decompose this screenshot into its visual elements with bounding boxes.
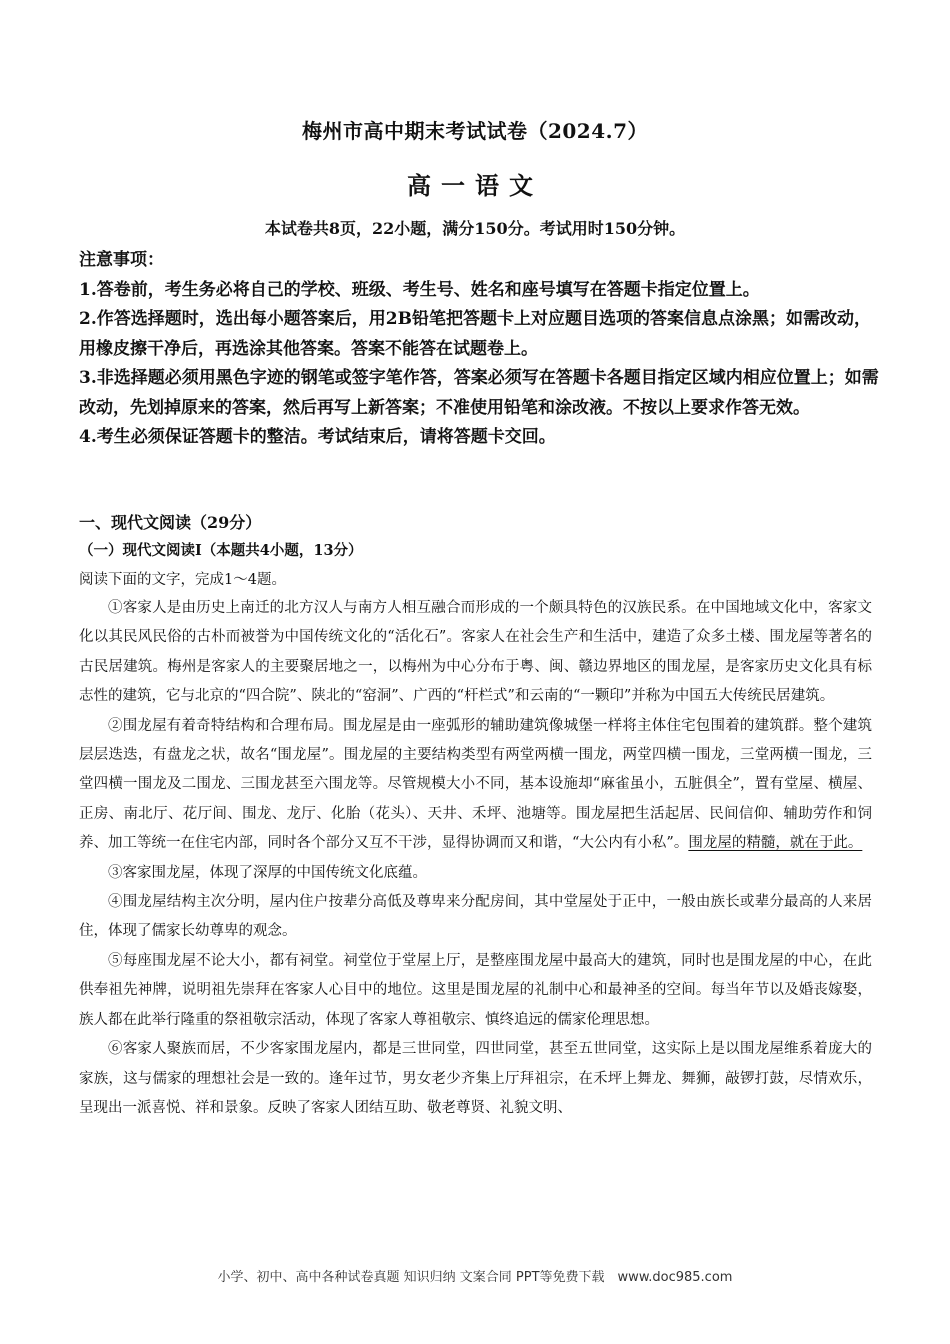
passage-paragraph-2 <box>79 712 872 859</box>
subsection-title: （一）现代文阅读Ⅰ（本题共4小题，13分） <box>79 542 363 559</box>
passage-paragraph-6: ⑥客家人聚族而居，不少客家围龙屋内，都是三世同堂，四世同堂，甚至五世同堂，这实际上是以围龙屋维系着庞大的家族，这与儒家的理想社会是一致的。逢年过节，男女老少齐集上厅拜祖宗，在禾坪上舞龙、舞狮，敲锣打鼓，尽情欢乐，呈现出一派喜悦、祥和景象。反映了客家人团结互助、敬老尊贤、礼貌文明、 <box>79 1041 872 1116</box>
passage-paragraph-2-text: ②围龙屋有着奇特结构和合理布局。围龙屋是由一座弧形的辅助建筑像城堡一样将主体住宅包围着的建筑群。整个建筑层层迭迭，有盘龙之状，故名“围龙屋”。围龙屋的主要结构类型有两堂两横一围龙，两堂四横一围龙，三堂两横一围龙，三堂四横一围龙及二围龙、三围龙甚至六围龙等。尽管规模大小不同，基本设施却“麻雀虽小，五脏俱全”，置有堂屋、横屋、正房、南北厅、花厅间、围龙、龙厅、化胎（花头）、天井、禾坪、池塘等。围龙屋把生活起居、民间信仰、辅助劳作和饲养、加工等统一在住宅内部，同时各个部分又互不干涉，显得协调而又和谐，“大公内有小私”。 <box>79 717 872 852</box>
reading-instruction: 阅读下面的文字，完成1～4题。 <box>79 572 286 588</box>
notice-item-2: 2.作答选择题时，选出每小题答案后，用2B铅笔把答题卡上对应题目选项的答案信息点涂黑；如需改动，用橡皮擦干净后，再选涂其他答案。答案不能答在试题卷上。 <box>79 309 871 359</box>
notice-item-4: 4.考生必须保证答题卡的整洁。考试结束后，请将答题卡交回。 <box>79 427 556 447</box>
section-title: 一、现代文阅读（29分） <box>79 513 262 532</box>
notice-item-3: 3.非选择题必须用黑色字迹的钢笔或签字笔作答，答案必须写在答题卡各题目指定区域内相应位置上；如需改动，先划掉原来的答案，然后再写上新答案；不准使用铅笔和涂改液。不按以上要求作答无效。 <box>79 368 879 418</box>
notice-item-1: 1.答卷前，考生务必将自己的学校、班级、考生号、姓名和座号填写在答题卡指定位置上。 <box>79 279 760 300</box>
notice-block <box>79 246 879 453</box>
underlined-sentence: 围龙屋的精髓，就在于此。 <box>688 835 863 852</box>
reading-passage <box>79 594 872 1123</box>
passage-paragraph-3: ③客家围龙屋，体现了深厚的中国传统文化底蕴。 <box>108 864 427 881</box>
footer-ad-text: 小学、初中、高中各种试卷真题 知识归纳 文案合同 PPT等免费下载 www.doc985.com <box>217 1270 733 1285</box>
passage-paragraph-1: ①客家人是由历史上南迁的北方汉人与南方人相互融合而形成的一个颇具特色的汉族民系。在中国地域文化中，客家文化以其民风民俗的古朴而被誉为中国传统文化的“活化石”。客家人在社会生产和生活中，建造了众多土楼、围龙屋等著名的古民居建筑。梅州是客家人的主要聚居地之一，以梅州为中心分布于粤、闽、赣边界地区的围龙屋，是客家历史文化具有标志性的建筑，它与北京的“四合院”、陕北的“窑洞”、广西的“杆栏式”和云南的“一颗印”并称为中国五大传统民居建筑。 <box>79 600 872 705</box>
notice-heading: 注意事项： <box>79 250 164 270</box>
exam-info: 本试卷共8页，22小题，满分150分。考试用时150分钟。 <box>264 219 686 238</box>
passage-paragraph-4: ④围龙屋结构主次分明，屋内住户按辈分高低及尊卑来分配房间，其中堂屋处于正中，一般由族长或辈分最高的人来居住，体现了儒家长幼尊卑的观念。 <box>79 894 872 940</box>
passage-paragraph-5: ⑤每座围龙屋不论大小，都有祠堂。祠堂位于堂屋上厅，是整座围龙屋中最高大的建筑，同时也是围龙屋的中心，在此供奉祖先神牌，说明祖先崇拜在客家人心目中的地位。这里是围龙屋的礼制中心和最神圣的空间。每当年节以及婚丧嫁娶，族人都在此举行隆重的祭祖敬宗活动，体现了客家人尊祖敬宗、慎终追远的儒家伦理思想。 <box>79 952 872 1028</box>
subject-title: 高一语文 <box>407 171 543 200</box>
exam-title: 梅州市高中期末考试试卷（2024.7） <box>301 119 649 143</box>
